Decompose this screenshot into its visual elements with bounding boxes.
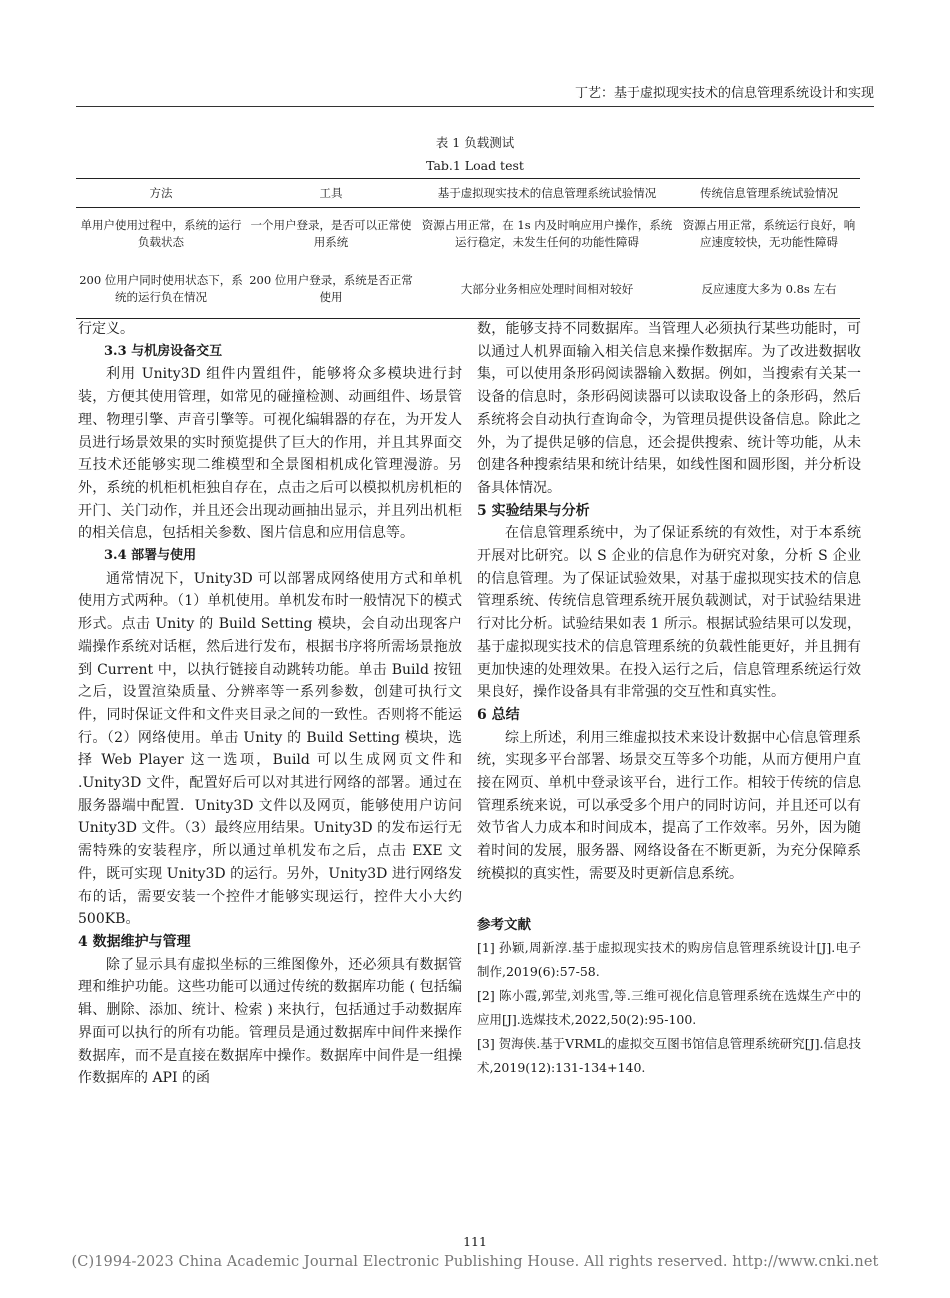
section-heading-3-4: 3.4 部署与使用 bbox=[104, 548, 197, 564]
paragraph: 除了显示具有虚拟坐标的三维图像外，还必须具有数据管理和维护功能。这些功能可以通过传统的数据库功能 ( 包括编辑、删除、添加、统计、检索 ) 来执行，包括通过手动数据库界面可以执行的所有功能。管理员是通过数据库中间件来操作数据库，而不是直接在数据库中操作。数据库中间件是一组操作数据库的 API 的函 bbox=[78, 956, 462, 1087]
left-column bbox=[78, 318, 462, 1090]
page-number: 111 bbox=[463, 1234, 487, 1249]
references bbox=[477, 914, 861, 1081]
table-cell: 200 位用户同时使用状态下，系统的运行负在情况 bbox=[79, 273, 243, 304]
section-heading-5: 5 实验结果与分析 bbox=[477, 502, 590, 519]
load-test-table bbox=[76, 178, 860, 319]
running-header bbox=[76, 84, 874, 107]
table-header-cell: 传统信息管理系统试验情况 bbox=[700, 185, 838, 200]
table-header-cell: 基于虚拟现实技术的信息管理系统试验情况 bbox=[437, 185, 657, 200]
table-row bbox=[76, 208, 860, 261]
table-cell: 资源占用正常，系统运行良好，响应速度较快，无功能性障碍 bbox=[682, 218, 856, 249]
copyright-footer: (C)1994-2023 China Academic Journal Electronic Publishing House. All rights reserved. http://www.cnki.net bbox=[71, 1254, 879, 1270]
paragraph: 通常情况下，Unity3D 可以部署成网络使用方式和单机使用方式两种。（1）单机使用。单机发布时一般情况下的模式形式。点击 Unity 的 Build Setting 模块，会自动出现客户端操作系统对话框，然后进行发布，根据书序将所需场景拖放到 Current 中，以执行链接自动跳转功能。单击 Build 按钮之后，设置渲染质量、分辨率等一系列参数，创建可执行文件，同时保证文件和文件夹目录之间的一致性。否则将不能运行。（2）网络使用。单击 Unity 的 Build Setting 模块，选择 Web Player 这一选项，Build 可以生成网页文件和 .Unity3D 文件，配置好后可以对其进行网络的部署。通过在服务器端中配置．Unity3D 文件以及网页，能够使用户访问 Unity3D 文件。（3）最终应用结果。Unity3D 的发布运行无需特殊的安装程序，所以通过单机发布之后，点击 EXE 文件，既可实现 Unity3D 的运行。另外，Unity3D 进行网络发布的话，需要安装一个控件才能够实现运行，控件大小大约 500KB。 bbox=[78, 570, 462, 928]
references-heading: 参考文献 bbox=[477, 916, 531, 933]
section-heading-4: 4 数据维护与管理 bbox=[78, 933, 191, 950]
paragraph: 在信息管理系统中，为了保证系统的有效性，对于本系统开展对比研究。以 S 企业的信息作为研究对象，分析 S 企业的信息管理。为了保证试验效果，对基于虚拟现实技术的信息管理系统、传统信息管理系统开展负载测试，对于试验结果进行对比分析。试验结果如表 1 所示。根据试验结果可以发现，基于虚拟现实技术的信息管理系统的负载性能更好，并且拥有更加快速的处理效果。在投入运行之后，信息管理系统运行效果良好，操作设备具有非常强的交互性和真实性。 bbox=[477, 525, 861, 701]
reference-item: [3] 贺海侠.基于VRML的虚拟交互图书馆信息管理系统研究[J].信息技术,2019(12):131-134+140. bbox=[477, 1036, 861, 1076]
table-header-row bbox=[76, 179, 860, 208]
reference-item: [1] 孙颖,周新淳.基于虚拟现实技术的购房信息管理系统设计[J].电子制作,2019(6):57-58. bbox=[477, 940, 861, 980]
paragraph: 数，能够支持不同数据库。当管理人必须执行某些功能时，可以通过人机界面输入相关信息来操作数据库。为了改进数据收集，可以使用条形码阅读器输入数据。例如，当搜索有关某一设备的信息时，条形码阅读器可以读取设备上的条形码，然后系统将会自动执行查询命令，为管理员提供设备信息。除此之外，为了提供足够的信息，还会提供搜索、统计等功能，从未创建各种搜索结果和统计结果，如线性图和圆形图，并分析设备具体情况。 bbox=[477, 321, 861, 496]
section-heading-3-3: 3.3 与机房设备交互 bbox=[104, 343, 223, 359]
table-cell: 资源占用正常，在 1s 内及时响应用户操作，系统运行稳定，未发生任何的功能性障碍 bbox=[421, 218, 673, 249]
table-caption-zh: 表 1 负载测试 bbox=[435, 135, 515, 150]
paragraph: 综上所述，利用三维虚拟技术来设计数据中心信息管理系统，实现多平台部署、场景交互等多个功能，从而方便用户直接在网页、单机中登录该平台，进行工作。相较于传统的信息管理系统来说，可以承受多个用户的同时访问，并且还可以有效节省人力成本和时间成本，提高了工作效率。另外，因为随着时间的发展，服务器、网络设备在不断更新，为充分保障系统模拟的真实性，需要及时更新信息系统。 bbox=[477, 729, 861, 882]
running-title: 丁艺：基于虚拟现实技术的信息管理系统设计和实现 bbox=[574, 86, 874, 101]
paragraph: 行定义。 bbox=[78, 321, 134, 337]
table-header-cell: 方法 bbox=[149, 185, 173, 200]
table-header-cell: 工具 bbox=[319, 185, 343, 200]
table-cell: 单用户使用过程中，系统的运行负载状态 bbox=[80, 218, 242, 249]
table-caption-en: Tab.1 Load test bbox=[426, 158, 524, 173]
table-cell: 反应速度大多为 0.8s 左右 bbox=[701, 281, 837, 296]
section-heading-6: 6 总结 bbox=[477, 706, 520, 723]
paragraph: 利用 Unity3D 组件内置组件，能够将众多模块进行封装，方便其使用管理，如常见的碰撞检测、动画组件、场景管理、物理引擎、声音引擎等。可视化编辑器的存在，为开发人员进行场景效果的实时预览提供了巨大的作用，并且其界面交互技术还能够实现二维模型和全景图相机成化管理漫游。另外，系统的机柜机柜独自存在，点击之后可以模拟机房机柜的开门、关门动作，并且还会出现动画抽出显示，并且列出机柜的相关信息，包括相关参数、图片信息和应用信息等。 bbox=[78, 366, 462, 542]
reference-item: [2] 陈小霞,郭莹,刘兆雪,等.三维可视化信息管理系统在选煤生产中的应用[J].选煤技术,2022,50(2):95-100. bbox=[477, 988, 861, 1028]
table-row bbox=[76, 260, 860, 319]
table-cell: 大部分业务相应处理时间相对较好 bbox=[460, 281, 634, 296]
right-column bbox=[477, 318, 861, 1080]
table-cell: 一个用户登录，是否可以正常使用系统 bbox=[250, 218, 412, 249]
table-cell: 200 位用户登录，系统是否正常使用 bbox=[249, 273, 413, 304]
